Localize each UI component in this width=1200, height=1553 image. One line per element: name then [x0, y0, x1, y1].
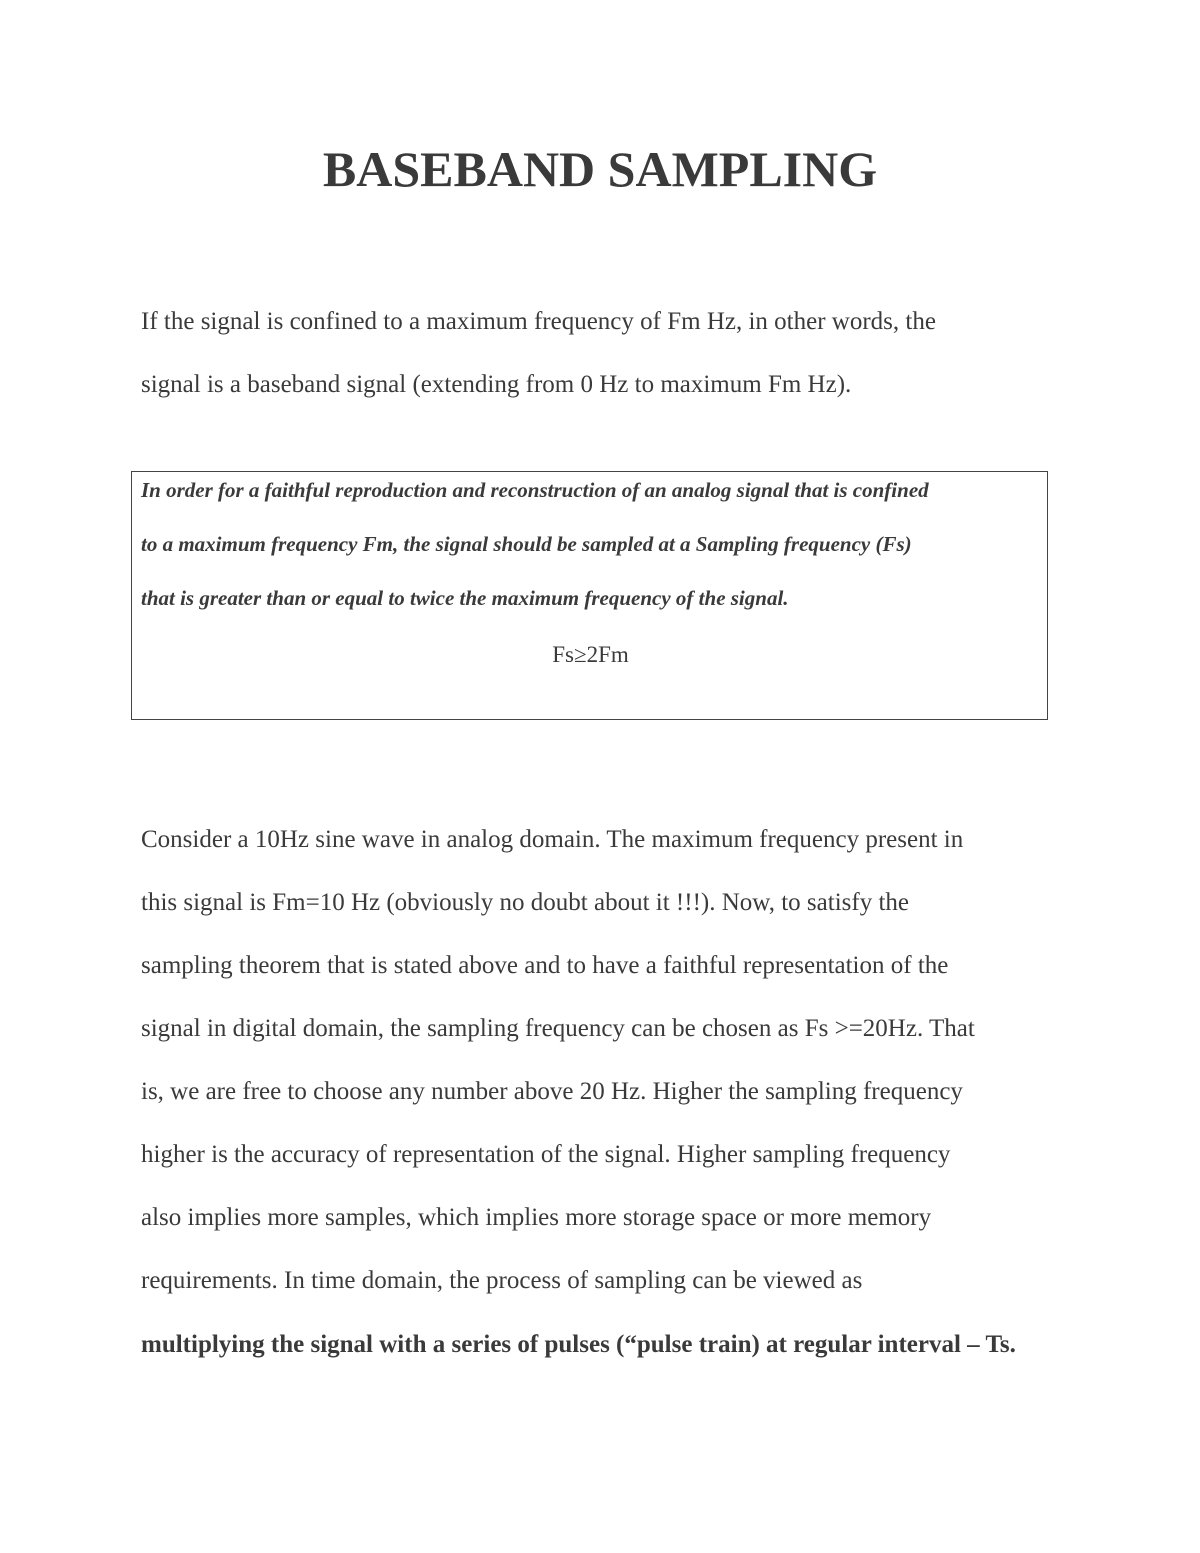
sampling-theorem-box [131, 471, 1048, 720]
theorem-line: that is greater than or equal to twice the maximum frequency of the signal. [141, 586, 789, 610]
theorem-line: to a maximum frequency Fm, the signal should be sampled at a Sampling frequency (Fs) [141, 532, 912, 556]
example-line: Consider a 10Hz sine wave in analog domain. The maximum frequency present in [141, 826, 964, 853]
example-line: sampling theorem that is stated above and to have a faithful representation of the [141, 952, 949, 979]
example-line: this signal is Fm=10 Hz (obviously no doubt about it !!!). Now, to satisfy the [141, 889, 909, 916]
page-title: BASEBAND SAMPLING [322, 141, 878, 197]
example-line: also implies more samples, which implies more storage space or more memory [141, 1204, 932, 1231]
nyquist-formula: Fs≥2Fm [552, 642, 629, 667]
theorem-line: In order for a faithful reproduction and reconstruction of an analog signal that is confined [141, 478, 929, 502]
example-line: is, we are free to choose any number above 20 Hz. Higher the sampling frequency [141, 1078, 963, 1105]
example-line: higher is the accuracy of representation of the signal. Higher sampling frequency [141, 1141, 951, 1168]
example-line: signal in digital domain, the sampling frequency can be chosen as Fs >=20Hz. That [141, 1015, 975, 1042]
intro-line: If the signal is confined to a maximum frequency of Fm Hz, in other words, the [141, 308, 936, 335]
example-line: multiplying the signal with a series of pulses (“pulse train) at regular interval – Ts. [141, 1331, 1016, 1358]
example-line: requirements. In time domain, the process of sampling can be viewed as [141, 1267, 863, 1294]
intro-line: signal is a baseband signal (extending from 0 Hz to maximum Fm Hz). [141, 371, 852, 398]
